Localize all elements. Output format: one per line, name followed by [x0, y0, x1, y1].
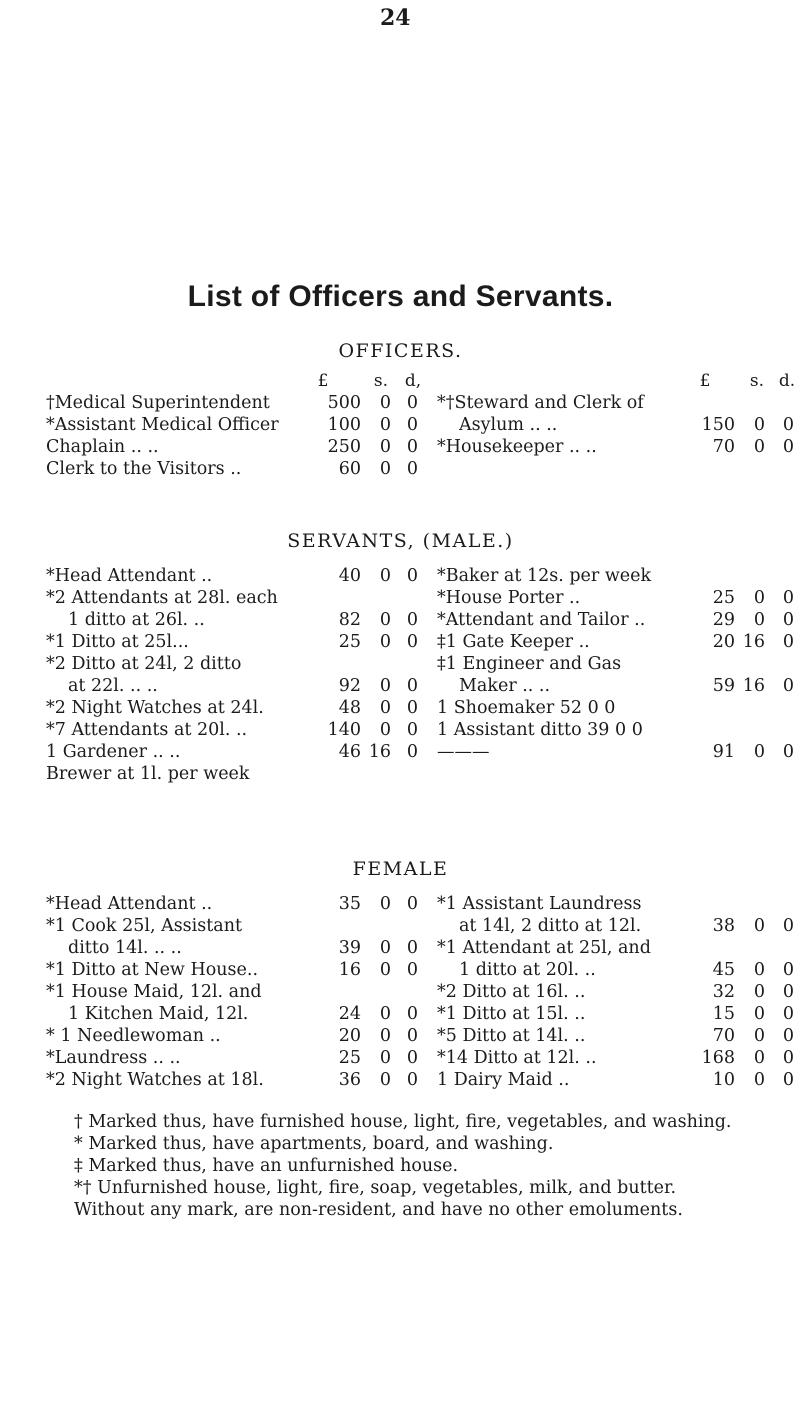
amount-pence: 0 — [406, 1004, 418, 1024]
amount-shillings: 0 — [753, 916, 765, 936]
amount-shillings: 0 — [379, 459, 391, 479]
amount-pounds: 168 — [701, 1048, 735, 1068]
amount-shillings: 0 — [753, 1026, 765, 1046]
amount-pounds: 500 — [327, 393, 361, 413]
amount-shillings: 16 — [742, 676, 765, 696]
amount-pence: 0 — [406, 415, 418, 435]
footnote-line: ‡ Marked thus, have an unfurnished house. — [74, 1156, 459, 1176]
amount-pounds: 48 — [338, 698, 361, 718]
row-name: at 14l, 2 ditto at 12l. — [459, 916, 642, 936]
amount-pounds: 140 — [327, 720, 361, 740]
amount-shillings: 0 — [379, 720, 391, 740]
amount-pounds: 16 — [338, 960, 361, 980]
amount-pence: 0 — [782, 1004, 794, 1024]
row-name: *Baker at 12s. per week — [437, 566, 652, 586]
amount-shillings: 0 — [379, 1048, 391, 1068]
amount-pence: 0 — [406, 894, 418, 914]
amount-pounds: 45 — [712, 960, 735, 980]
amount-pence: 0 — [782, 588, 794, 608]
amount-pounds: 15 — [712, 1004, 735, 1024]
amount-pounds: 29 — [712, 610, 735, 630]
row-name: *14 Ditto at 12l. .. — [437, 1048, 597, 1068]
row-name: *1 House Maid, 12l. and — [46, 982, 262, 1002]
amount-pence: 0 — [782, 960, 794, 980]
amount-shillings: 0 — [753, 1070, 765, 1090]
amount-pence: 0 — [406, 566, 418, 586]
header-pence: d, — [404, 371, 422, 391]
amount-pounds: 92 — [338, 676, 361, 696]
officers-heading: OFFICERS. — [338, 340, 463, 362]
amount-pounds: 150 — [701, 415, 735, 435]
amount-shillings: 0 — [753, 1048, 765, 1068]
page-title: List of Officers and Servants. — [187, 280, 614, 313]
header-shillings: s. — [749, 371, 765, 391]
row-name: *2 Attendants at 28l. each — [46, 588, 278, 608]
header-pounds: £ — [317, 371, 329, 391]
amount-pence: 0 — [782, 415, 794, 435]
amount-pence: 0 — [782, 982, 794, 1002]
amount-shillings: 0 — [753, 610, 765, 630]
amount-pence: 0 — [782, 742, 794, 762]
amount-pounds: 25 — [712, 588, 735, 608]
male-servants-heading: SERVANTS, (MALE.) — [287, 530, 514, 552]
page-number: 24 — [380, 5, 411, 31]
row-name: Maker .. .. — [459, 676, 551, 696]
row-name: *Attendant and Tailor .. — [437, 610, 646, 630]
row-name: *Assistant Medical Officer — [46, 415, 279, 435]
amount-pence: 0 — [406, 610, 418, 630]
footnote-line: † Marked thus, have furnished house, light, fire, vegetables, and washing. — [74, 1112, 732, 1132]
amount-pounds: 70 — [712, 437, 735, 457]
row-name: ‡1 Gate Keeper .. — [437, 632, 590, 652]
amount-pounds: 46 — [338, 742, 361, 762]
amount-pence: 0 — [782, 437, 794, 457]
amount-shillings: 0 — [753, 1004, 765, 1024]
row-name: *Head Attendant .. — [46, 894, 213, 914]
amount-shillings: 0 — [379, 632, 391, 652]
amount-pence: 0 — [406, 1070, 418, 1090]
amount-pounds: 25 — [338, 1048, 361, 1068]
amount-pounds: 60 — [338, 459, 361, 479]
amount-pence: 0 — [782, 676, 794, 696]
row-name: *1 Ditto at 25l... — [46, 632, 189, 652]
amount-shillings: 0 — [753, 415, 765, 435]
row-name: *2 Night Watches at 18l. — [46, 1070, 264, 1090]
amount-pounds: 70 — [712, 1026, 735, 1046]
row-name: *1 Attendant at 25l, and — [437, 938, 651, 958]
amount-shillings: 0 — [753, 982, 765, 1002]
row-name: *Laundress .. .. — [46, 1048, 181, 1068]
amount-shillings: 0 — [379, 566, 391, 586]
header-shillings: s. — [373, 371, 389, 391]
row-name: *†Steward and Clerk of — [437, 393, 644, 413]
row-name: *2 Ditto at 16l. .. — [437, 982, 586, 1002]
row-name: *7 Attendants at 20l. .. — [46, 720, 248, 740]
amount-pence: 0 — [782, 916, 794, 936]
footnote-line: Without any mark, are non-resident, and have no other emoluments. — [74, 1200, 683, 1220]
row-name: *1 Assistant Laundress — [437, 894, 642, 914]
amount-shillings: 0 — [753, 588, 765, 608]
row-name: 1 ditto at 20l. .. — [459, 960, 596, 980]
amount-pounds: 100 — [327, 415, 361, 435]
amount-pence: 0 — [782, 632, 794, 652]
amount-shillings: 0 — [379, 938, 391, 958]
header-pence: d. — [778, 371, 796, 391]
row-name: *2 Night Watches at 24l. — [46, 698, 264, 718]
row-name: 1 ditto at 26l. .. — [68, 610, 205, 630]
amount-pence: 0 — [406, 698, 418, 718]
amount-pounds: 91 — [712, 742, 735, 762]
amount-pounds: 24 — [338, 1004, 361, 1024]
row-name: 1 Gardener .. .. — [46, 742, 181, 762]
amount-shillings: 0 — [379, 393, 391, 413]
row-name: 1 Shoemaker 52 0 0 — [437, 698, 616, 718]
amount-pence: 0 — [406, 960, 418, 980]
row-name: †Medical Superintendent — [46, 393, 270, 413]
amount-shillings: 0 — [379, 1026, 391, 1046]
amount-shillings: 0 — [379, 610, 391, 630]
amount-pounds: 36 — [338, 1070, 361, 1090]
amount-shillings: 0 — [379, 1004, 391, 1024]
footnote-line: * Marked thus, have apartments, board, and washing. — [74, 1134, 554, 1154]
amount-pounds: 20 — [712, 632, 735, 652]
row-name: *2 Ditto at 24l, 2 ditto — [46, 654, 242, 674]
row-name: *1 Cook 25l, Assistant — [46, 916, 243, 936]
amount-pounds: 38 — [712, 916, 735, 936]
row-name: 1 Assistant ditto 39 0 0 — [437, 720, 643, 740]
amount-pence: 0 — [406, 1048, 418, 1068]
amount-pounds: 25 — [338, 632, 361, 652]
amount-pence: 0 — [406, 1026, 418, 1046]
row-name: at 22l. .. .. — [68, 676, 158, 696]
female-servants-heading: FEMALE — [352, 858, 449, 880]
row-name: *1 Ditto at New House.. — [46, 960, 259, 980]
row-name: Clerk to the Visitors .. — [46, 459, 242, 479]
amount-pounds: 40 — [338, 566, 361, 586]
row-name: 1 Dairy Maid .. — [437, 1070, 570, 1090]
amount-pence: 0 — [782, 1048, 794, 1068]
amount-shillings: 0 — [379, 1070, 391, 1090]
amount-shillings: 0 — [379, 676, 391, 696]
header-pounds: £ — [699, 371, 711, 391]
amount-pounds: 35 — [338, 894, 361, 914]
row-name: *House Porter .. — [437, 588, 581, 608]
amount-pence: 0 — [782, 1070, 794, 1090]
amount-pounds: 39 — [338, 938, 361, 958]
row-name: ditto 14l. .. .. — [68, 938, 182, 958]
amount-shillings: 16 — [742, 632, 765, 652]
footnote-line: *† Unfurnished house, light, fire, soap, vegetables, milk, and butter. — [74, 1178, 677, 1198]
amount-pence: 0 — [406, 459, 418, 479]
amount-pounds: 59 — [712, 676, 735, 696]
amount-pence: 0 — [406, 720, 418, 740]
row-name: Asylum .. .. — [459, 415, 558, 435]
amount-shillings: 0 — [379, 437, 391, 457]
row-name: ‡1 Engineer and Gas — [437, 654, 622, 674]
amount-shillings: 16 — [368, 742, 391, 762]
row-name: * 1 Needlewoman .. — [46, 1026, 221, 1046]
row-name: *Head Attendant .. — [46, 566, 213, 586]
amount-pence: 0 — [406, 393, 418, 413]
amount-pence: 0 — [782, 610, 794, 630]
row-name: *Housekeeper .. .. — [437, 437, 597, 457]
row-name: ——— — [437, 742, 490, 762]
row-name: Chaplain .. .. — [46, 437, 159, 457]
amount-pence: 0 — [406, 742, 418, 762]
amount-pounds: 20 — [338, 1026, 361, 1046]
amount-pounds: 32 — [712, 982, 735, 1002]
amount-pounds: 82 — [338, 610, 361, 630]
row-name: 1 Kitchen Maid, 12l. — [68, 1004, 249, 1024]
amount-pence: 0 — [406, 437, 418, 457]
amount-shillings: 0 — [753, 960, 765, 980]
amount-pounds: 250 — [327, 437, 361, 457]
amount-pence: 0 — [782, 1026, 794, 1046]
row-name: *5 Ditto at 14l. .. — [437, 1026, 586, 1046]
amount-pence: 0 — [406, 632, 418, 652]
amount-shillings: 0 — [753, 437, 765, 457]
amount-pence: 0 — [406, 676, 418, 696]
amount-pence: 0 — [406, 938, 418, 958]
amount-shillings: 0 — [379, 960, 391, 980]
amount-shillings: 0 — [379, 698, 391, 718]
amount-shillings: 0 — [753, 742, 765, 762]
row-name: Brewer at 1l. per week — [46, 764, 250, 784]
amount-shillings: 0 — [379, 894, 391, 914]
row-name: *1 Ditto at 15l. .. — [437, 1004, 586, 1024]
amount-shillings: 0 — [379, 415, 391, 435]
amount-pounds: 10 — [712, 1070, 735, 1090]
